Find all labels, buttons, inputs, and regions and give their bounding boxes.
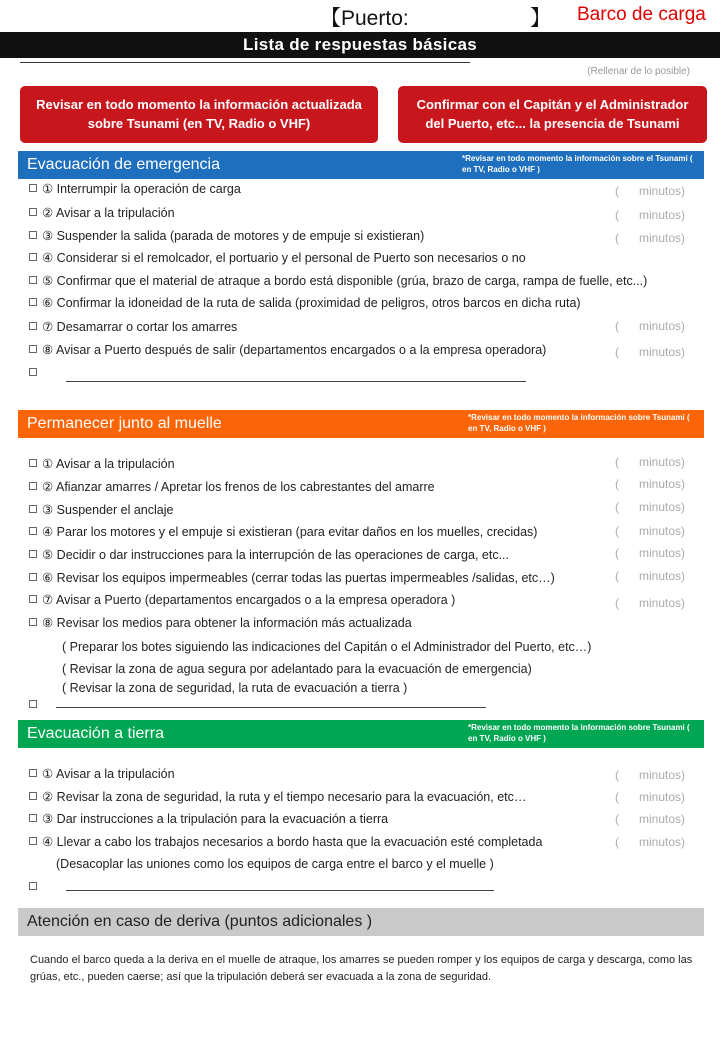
section-evacuation-title: Evacuación de emergencia: [27, 156, 221, 173]
checkbox[interactable]: [29, 184, 37, 192]
evacuation-item-1[interactable]: [29, 181, 241, 196]
checkbox[interactable]: [29, 550, 37, 558]
checkbox[interactable]: [29, 345, 37, 353]
section-land-header: [18, 720, 704, 748]
checkbox[interactable]: [29, 595, 37, 603]
item-label: ① Interrumpir la operación de carga: [42, 182, 241, 196]
checkbox[interactable]: [29, 505, 37, 513]
checkbox[interactable]: [29, 618, 37, 626]
evacuation-item-2[interactable]: [29, 205, 175, 220]
checkbox[interactable]: [29, 276, 37, 284]
evacuation-item-7[interactable]: [29, 319, 237, 334]
checkbox[interactable]: [29, 814, 37, 822]
title-underline: [20, 62, 470, 63]
minutes-field[interactable]: ( minutos): [615, 524, 686, 538]
land-item-3[interactable]: [29, 811, 388, 826]
item-label: ④ Considerar si el remolcador, el portuario y el personal de Puerto son necesarios o no: [42, 251, 526, 265]
tsunami-info-text: Revisar en todo momento la información actualizada sobre Tsunami (en TV, Radio o VHF): [36, 96, 362, 131]
minutes-field[interactable]: ( minutos): [615, 546, 686, 560]
checkbox[interactable]: [29, 231, 37, 239]
item-label: ② Avisar a la tripulación: [42, 206, 175, 220]
item-label: ④ Llevar a cabo los trabajos necesarios a bordo hasta que la evacuación esté completada: [42, 835, 543, 849]
berth-item-7[interactable]: [29, 592, 455, 607]
item-label: ④ Parar los motores y el empuje si existieran (para evitar daños en los muelles, crecidas): [42, 525, 538, 539]
evacuation-item-8[interactable]: [29, 342, 546, 357]
berth-item-6[interactable]: [29, 570, 555, 585]
evacuation-item-4[interactable]: [29, 250, 526, 265]
section-evacuation-note: *Revisar en todo momento la información sobre el Tsunami ( en TV, Radio o VHF ): [462, 154, 693, 174]
checkbox[interactable]: [29, 459, 37, 467]
berth-blank-line[interactable]: [56, 707, 486, 708]
berth-item-4[interactable]: [29, 524, 537, 539]
berth-item-blank[interactable]: [29, 698, 42, 712]
minutes-field[interactable]: ( minutos): [615, 455, 686, 469]
checkbox[interactable]: [29, 837, 37, 845]
minutes-field[interactable]: ( minutos): [615, 812, 686, 826]
section-drift-title: Atención en caso de deriva (puntos adicionales ): [27, 913, 373, 930]
item-label: ⑤ Confirmar que el material de atraque a bordo está disponible (grúa, brazo de carga, rampa de fuelle, etc...): [42, 274, 648, 288]
tsunami-info-box: [20, 86, 378, 143]
item-label: ⑥ Confirmar la idoneidad de la ruta de salida (proximidad de peligros, otros barcos en dicha ruta): [42, 296, 581, 310]
checkbox[interactable]: [29, 769, 37, 777]
item-label: ⑧ Avisar a Puerto después de salir (departamentos encargados o a la empresa operadora): [42, 343, 547, 357]
land-item-1[interactable]: [29, 766, 175, 781]
berth-item-8[interactable]: [29, 615, 412, 630]
item-label: ③ Suspender la salida (parada de motores y de empuje si existieran): [42, 229, 425, 243]
port-label: 【Puerto:: [320, 7, 409, 30]
land-sub-1: (Desacoplar las uniones como los equipos de carga entre el barco y el muelle ): [56, 857, 494, 871]
page-title: Lista de respuestas básicas: [0, 32, 720, 58]
fill-note: (Rellenar de lo posible): [587, 66, 690, 77]
berth-item-1[interactable]: [29, 456, 175, 471]
minutes-field[interactable]: ( minutos): [615, 319, 686, 333]
checkbox[interactable]: [29, 792, 37, 800]
checkbox[interactable]: [29, 882, 37, 890]
checkbox[interactable]: [29, 298, 37, 306]
checkbox[interactable]: [29, 253, 37, 261]
land-item-blank[interactable]: [29, 880, 42, 894]
item-label: ③ Dar instrucciones a la tripulación para la evacuación a tierra: [42, 812, 389, 826]
evacuation-item-blank[interactable]: [29, 366, 42, 380]
minutes-field[interactable]: ( minutos): [615, 790, 686, 804]
minutes-field[interactable]: ( minutos): [615, 345, 686, 359]
evacuation-blank-line[interactable]: [66, 381, 526, 382]
minutes-field[interactable]: ( minutos): [615, 500, 686, 514]
minutes-field[interactable]: ( minutos): [615, 569, 686, 583]
item-label: ⑤ Decidir o dar instrucciones para la interrupción de las operaciones de carga, etc...: [42, 548, 510, 562]
evacuation-item-5[interactable]: [29, 273, 647, 288]
checkbox[interactable]: [29, 322, 37, 330]
berth-item-2[interactable]: [29, 479, 435, 494]
minutes-field[interactable]: ( minutos): [615, 184, 686, 198]
checkbox[interactable]: [29, 527, 37, 535]
section-land-note: *Revisar en todo momento la información sobre Tsunami ( en TV, Radio o VHF ): [468, 723, 690, 743]
confirm-captain-box: [398, 86, 707, 143]
section-evacuation-header: [18, 151, 704, 179]
berth-sub-2: ( Revisar la zona de agua segura por adelantado para la evacuación de emergencia): [62, 662, 532, 676]
section-drift-header: [18, 908, 704, 936]
item-label: ⑦ Avisar a Puerto (departamentos encargados o a la empresa operadora ): [42, 593, 456, 607]
section-berth-title: Permanecer junto al muelle: [27, 415, 222, 432]
berth-item-3[interactable]: [29, 502, 173, 517]
section-land-title: Evacuación a tierra: [27, 725, 164, 742]
berth-sub-1: ( Preparar los botes siguiendo las indicaciones del Capitán o el Administrador del Puerto, etc…): [62, 640, 592, 654]
port-close-bracket: 】: [530, 7, 551, 30]
item-label: ② Revisar la zona de seguridad, la ruta y el tiempo necesario para la evacuación, etc…: [42, 790, 527, 804]
evacuation-item-6[interactable]: [29, 295, 581, 310]
minutes-field[interactable]: ( minutos): [615, 835, 686, 849]
checkbox[interactable]: [29, 208, 37, 216]
minutes-field[interactable]: ( minutos): [615, 596, 686, 610]
checkbox[interactable]: [29, 368, 37, 376]
item-label: ⑥ Revisar los equipos impermeables (cerrar todas las puertas impermeables /salidas, etc…): [42, 571, 555, 585]
item-label: ③ Suspender el anclaje: [42, 503, 174, 517]
evacuation-item-3[interactable]: [29, 228, 424, 243]
item-label: ① Avisar a la tripulación: [42, 767, 175, 781]
minutes-field[interactable]: ( minutos): [615, 208, 686, 222]
checkbox[interactable]: [29, 482, 37, 490]
item-label: ① Avisar a la tripulación: [42, 457, 175, 471]
drift-paragraph: Cuando el barco queda a la deriva en el muelle de atraque, los amarres se pueden romper y los equipos de carga y descarga, como las grúas, etc., pueden caerse; así que la tripulación deberá ser evacuada a la zona de seguridad.: [30, 954, 693, 983]
item-label: ⑧ Revisar los medios para obtener la información más actualizada: [42, 616, 412, 630]
ship-type: Barco de carga: [577, 4, 706, 25]
item-label: ② Afianzar amarres / Apretar los frenos de los cabrestantes del amarre: [42, 480, 435, 494]
berth-sub-3: ( Revisar la zona de seguridad, la ruta de evacuación a tierra ): [62, 681, 408, 695]
section-berth-header: [18, 410, 704, 438]
land-item-2[interactable]: [29, 789, 526, 804]
minutes-field[interactable]: ( minutos): [615, 477, 686, 491]
confirm-captain-text: Confirmar con el Capitán y el Administrador del Puerto, etc... la presencia de Tsunami: [416, 96, 689, 131]
minutes-field[interactable]: ( minutos): [615, 768, 686, 782]
section-berth-note: *Revisar en todo momento la información sobre Tsunami ( en TV, Radio o VHF ): [468, 413, 690, 433]
checkbox[interactable]: [29, 700, 37, 708]
minutes-field[interactable]: ( minutos): [615, 231, 686, 245]
berth-item-5[interactable]: [29, 547, 509, 562]
land-blank-line[interactable]: [66, 890, 494, 891]
land-item-4[interactable]: [29, 834, 542, 849]
checkbox[interactable]: [29, 573, 37, 581]
item-label: ⑦ Desamarrar o cortar los amarres: [42, 320, 238, 334]
